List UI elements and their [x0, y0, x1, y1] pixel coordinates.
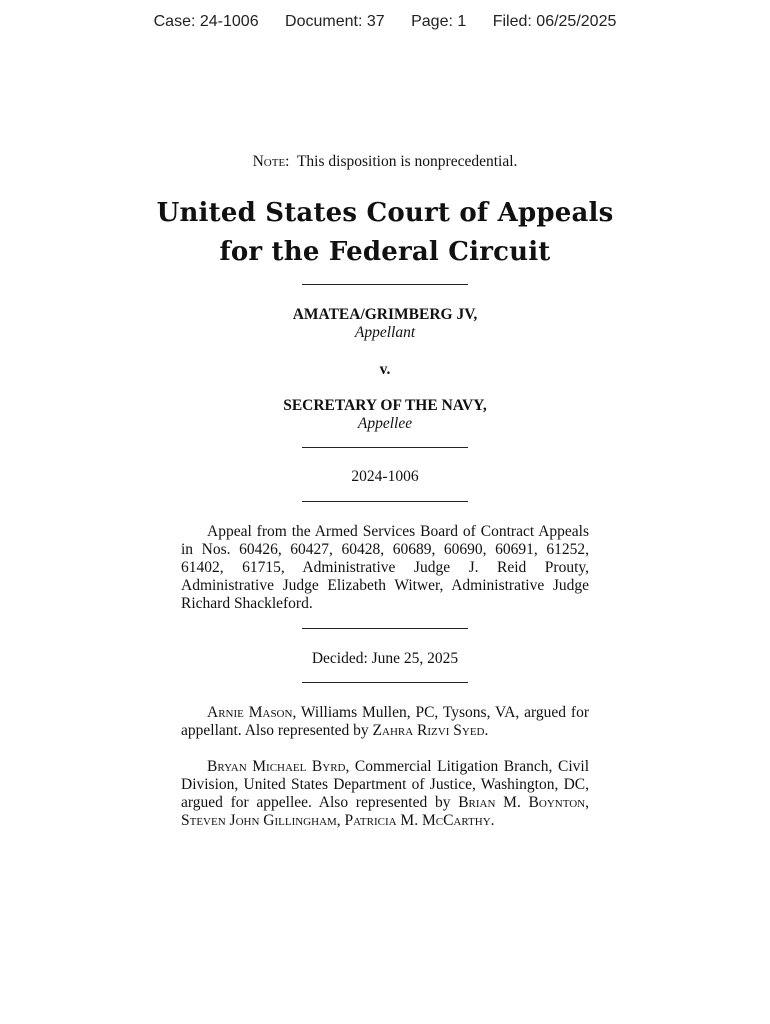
court-title-line2: for the Federal Circuit	[219, 237, 551, 267]
appellee-role: Appellee	[357, 415, 413, 432]
divider-rule	[302, 447, 468, 448]
versus: v.	[379, 361, 391, 378]
appellant-counsel-paragraph	[181, 704, 589, 740]
court-title	[0, 194, 770, 272]
appellee-counsel-text: , Commercial Litigation Branch, Civil Division, United States Department of Justice, Washington, DC, argued for appellee. Also represented by	[181, 758, 589, 811]
divider-rule	[302, 284, 468, 285]
document-number: Document: 37	[285, 13, 385, 30]
appellee-also-represented: Brian M. Boynton, Steven John Gillingham, Patricia M. McCarthy	[181, 794, 589, 829]
appellant-role: Appellant	[354, 324, 416, 341]
appellee-counsel-paragraph	[181, 758, 589, 830]
note-text: This disposition is nonprecedential.	[296, 153, 518, 170]
decided-date: Decided: June 25, 2025	[311, 650, 459, 667]
appellant-block	[0, 306, 770, 342]
appellee-name: SECRETARY OF THE NAVY,	[283, 397, 487, 414]
note-label: Note:	[252, 153, 290, 170]
appellant-counsel-text: , Williams Mullen, PC, Tysons, VA, argued for appellant. Also represented by	[181, 704, 589, 739]
divider-rule	[302, 628, 468, 629]
page-number: Page: 1	[411, 13, 467, 30]
disposition-note	[0, 153, 770, 171]
divider-rule	[302, 682, 468, 683]
appeal-paragraph: Appeal from the Armed Services Board of Contract Appeals in Nos. 60426, 60427, 60428, 60689, 60690, 60691, 61252, 61402, 61715, Administrative Judge J. Reid Prouty, Administrative Judge Elizabeth Witwer, Administrative Judge Richard Shackleford.	[181, 523, 589, 612]
court-title-line1: United States Court of Appeals	[156, 198, 614, 228]
docket-number: 2024-1006	[351, 468, 419, 485]
filing-header	[0, 13, 770, 31]
filed-date: Filed: 06/25/2025	[492, 13, 617, 30]
appellant-also-represented: Zahra Rizvi Syed	[372, 722, 485, 739]
divider-rule	[302, 501, 468, 502]
period: .	[490, 812, 495, 829]
appellant-counsel-name: Arnie Mason	[207, 704, 293, 721]
appellee-counsel-name: Bryan Michael Byrd	[207, 758, 346, 775]
period: .	[484, 722, 489, 739]
case-number: Case: 24-1006	[153, 13, 259, 30]
appellant-name: AMATEA/GRIMBERG JV,	[292, 306, 478, 323]
appellee-block	[0, 397, 770, 433]
